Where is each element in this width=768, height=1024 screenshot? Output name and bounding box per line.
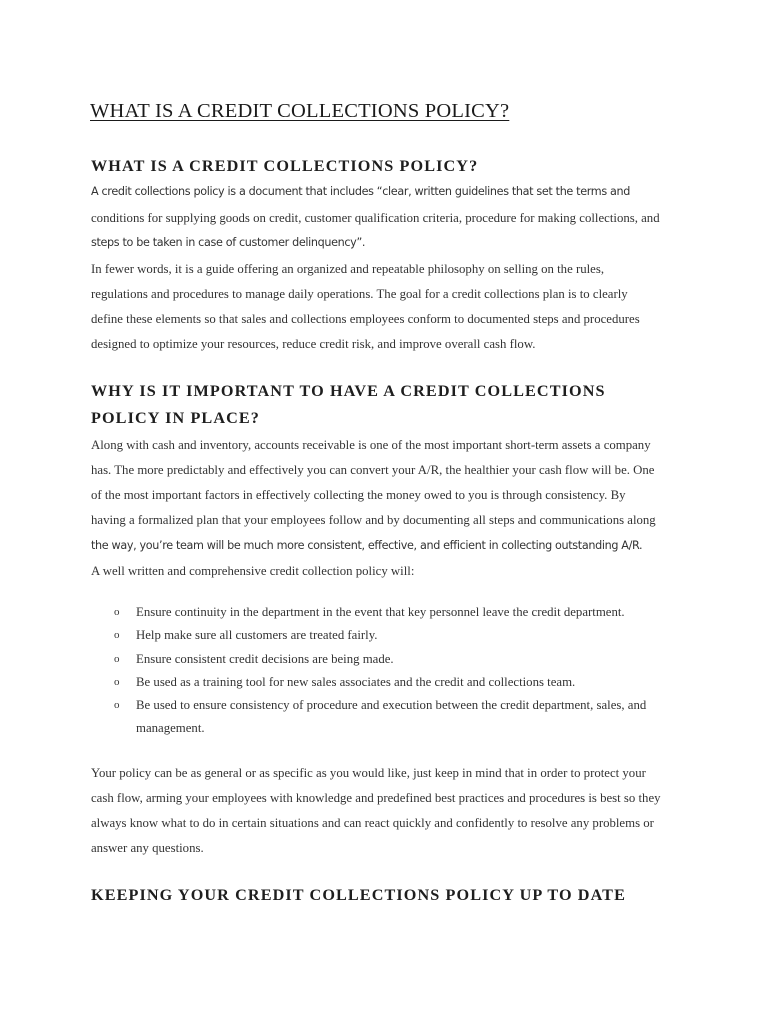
list-item <box>0 651 768 667</box>
paragraph-line: always know what to do in certain situations and can react quickly and confidently to resolve any problems or <box>91 816 654 830</box>
list-item-text: Be used as a training tool for new sales associates and the credit and collections team. <box>136 675 576 689</box>
list-item-text: Ensure continuity in the department in the event that key personnel leave the credit department. <box>136 605 625 619</box>
paragraph-line: Your policy can be as general or as specific as you would like, just keep in mind that in order to protect your <box>91 766 646 780</box>
list-item <box>0 627 768 643</box>
paragraph-line: cash flow, arming your employees with knowledge and predefined best practices and procedures is best so they <box>91 791 661 805</box>
list-item <box>0 674 768 690</box>
list-item <box>0 604 768 620</box>
document-title: WHAT IS A CREDIT COLLECTIONS POLICY? <box>90 100 510 122</box>
paragraph-line: regulations and procedures to manage daily operations. The goal for a credit collections plan is to clearly <box>91 287 628 301</box>
paragraph-line: define these elements so that sales and collections employees conform to documented steps and procedures <box>91 312 640 326</box>
list-item-text: Help make sure all customers are treated fairly. <box>136 628 378 642</box>
bullet-marker: o <box>114 653 120 665</box>
paragraph-line: designed to optimize your resources, reduce credit risk, and improve overall cash flow. <box>91 337 536 351</box>
paragraph-line: has. The more predictably and effectively you can convert your A/R, the healthier your cash flow will be. One <box>91 463 655 477</box>
paragraph-line: the way, you’re team will be much more consistent, effective, and efficient in collecting outstanding A/R. <box>91 539 643 552</box>
paragraph-line: having a formalized plan that your employees follow and by documenting all steps and communications along <box>91 513 656 527</box>
section-heading-continued: POLICY IN PLACE? <box>91 409 260 427</box>
list-item-continuation <box>0 720 768 736</box>
list-item-text: management. <box>136 721 205 735</box>
section-heading: WHY IS IT IMPORTANT TO HAVE A CREDIT COLLECTIONS <box>91 382 606 400</box>
paragraph-line: of the most important factors in effectively collecting the money owed to you is through consistency. By <box>91 488 626 502</box>
section-heading: KEEPING YOUR CREDIT COLLECTIONS POLICY UP TO DATE <box>91 886 626 904</box>
list-item-text: Be used to ensure consistency of procedure and execution between the credit department, sales, and <box>136 698 647 712</box>
bullet-marker: o <box>114 606 120 618</box>
bullet-marker: o <box>114 699 120 711</box>
bullet-marker: o <box>114 629 120 641</box>
paragraph-line: steps to be taken in case of customer delinquency”. <box>91 236 366 249</box>
paragraph-line: A well written and comprehensive credit collection policy will: <box>91 564 415 578</box>
bullet-marker: o <box>114 676 120 688</box>
list-item-text: Ensure consistent credit decisions are being made. <box>136 652 394 666</box>
list-item <box>0 697 768 713</box>
paragraph-line: Along with cash and inventory, accounts receivable is one of the most important short-term assets a company <box>91 438 651 452</box>
section-heading: WHAT IS A CREDIT COLLECTIONS POLICY? <box>91 157 479 175</box>
paragraph-line: In fewer words, it is a guide offering an organized and repeatable philosophy on selling on the rules, <box>91 262 605 276</box>
paragraph-line: conditions for supplying goods on credit, customer qualification criteria, procedure for making collections, and <box>91 211 660 225</box>
paragraph-line: A credit collections policy is a document that includes “clear, written guidelines that set the terms and <box>91 185 631 198</box>
paragraph-line: answer any questions. <box>91 841 204 855</box>
